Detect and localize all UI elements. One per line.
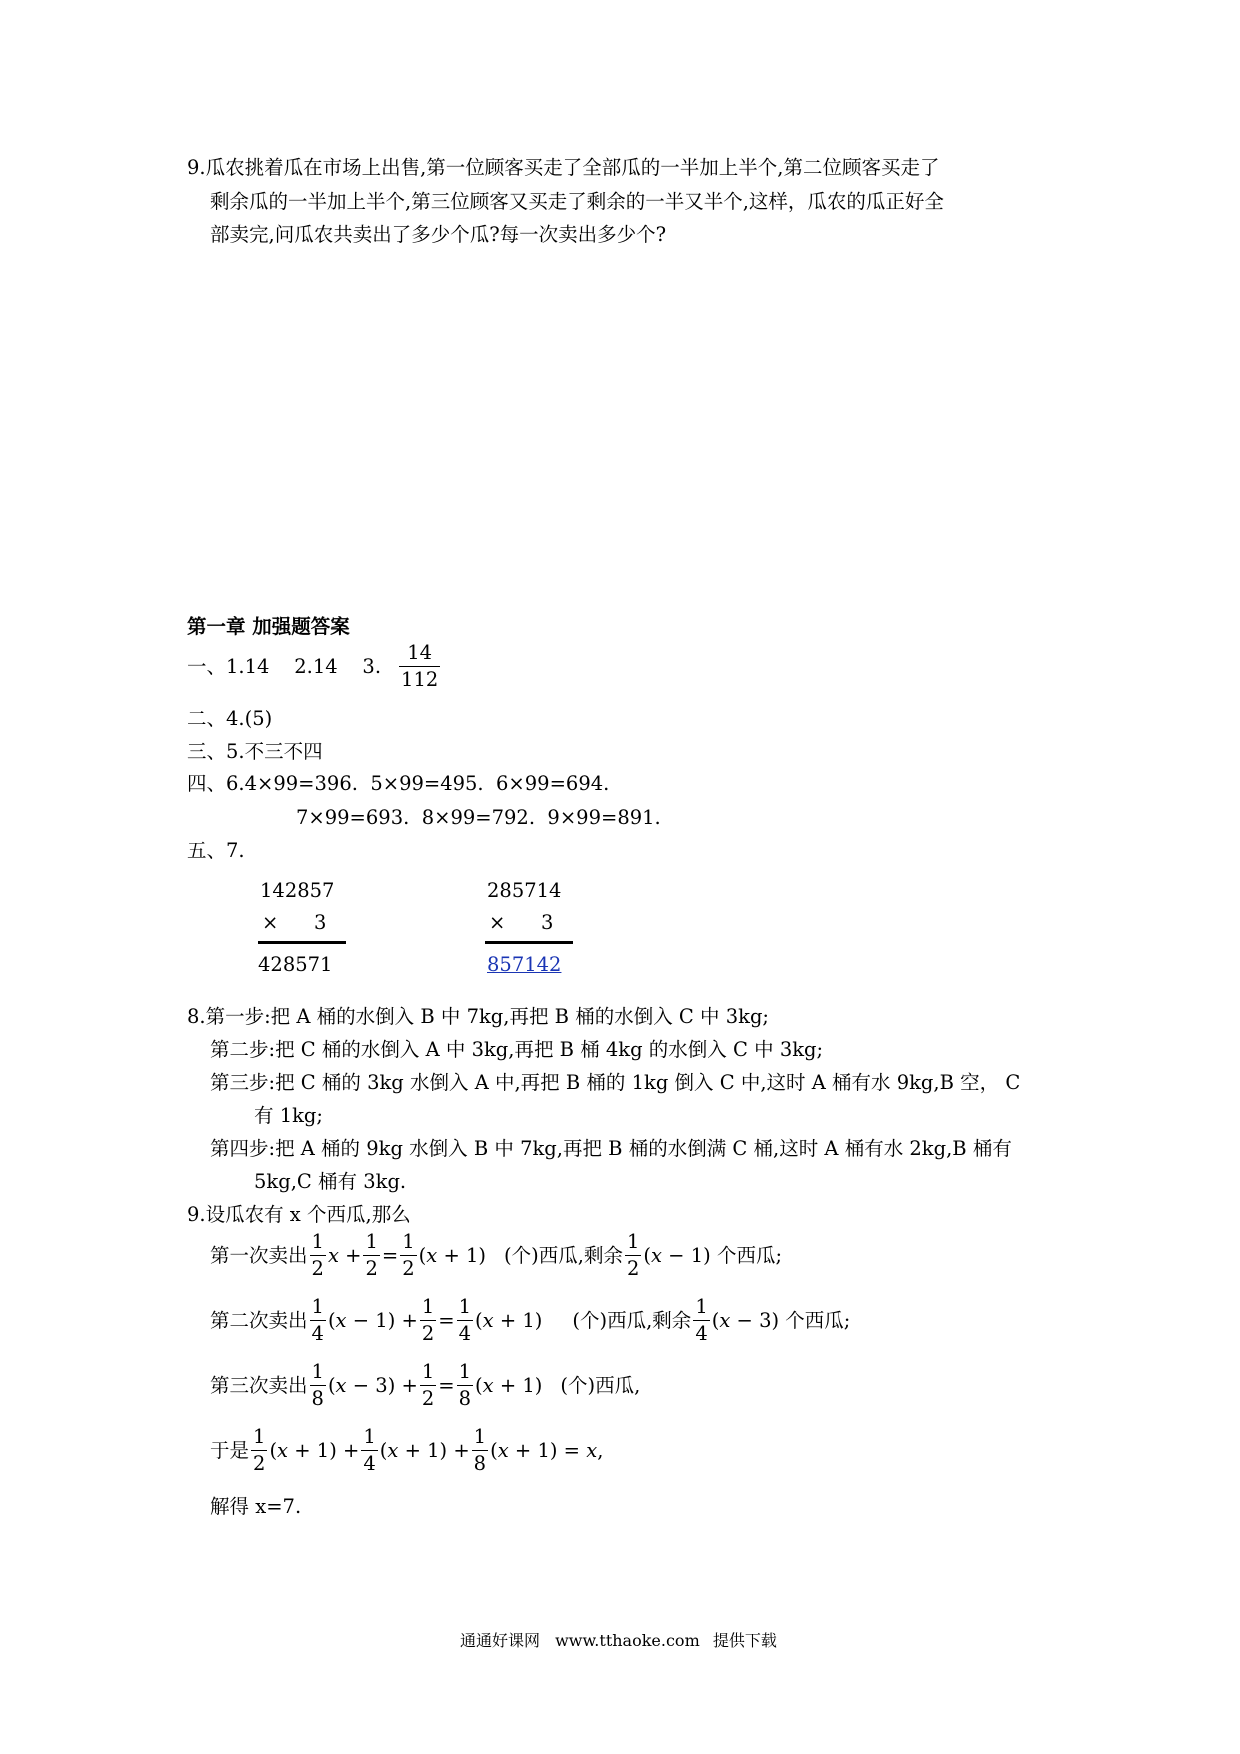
footer-suffix: 提供下载 bbox=[712, 1631, 777, 1650]
mult1-operator: × bbox=[262, 911, 279, 934]
answer-section-4-line-1: 四、6.4×99=396. 5×99=495. 6×99=694. bbox=[187, 772, 610, 795]
q9-third-end: (个)西瓜, bbox=[560, 1374, 641, 1398]
mult1-top: 142857 bbox=[260, 879, 335, 902]
frac-1-4: $\frac{1}{4}$ bbox=[311, 1295, 324, 1346]
mult2-result-link[interactable]: 857142 bbox=[487, 953, 562, 976]
q8-step-4: 第四步:把 A 桶的 9kg 水倒入 B 中 7kg,再把 B 桶的水倒满 C 桶,这时 A 桶有水 2kg,B 桶有 bbox=[210, 1137, 1012, 1160]
q8-step-3-cont: 有 1kg; bbox=[254, 1104, 323, 1127]
frac-1-2: $\frac{1}{2}$ bbox=[421, 1360, 435, 1411]
q8-step-1: 8.第一步:把 A 桶的水倒入 B 中 7kg,再把 B 桶的水倒入 C 中 3kg; bbox=[187, 1005, 770, 1028]
q9-intro: 9.设瓜农有 x 个西瓜,那么 bbox=[187, 1203, 411, 1226]
frac-1-4: $\frac{1}{4}$ bbox=[458, 1295, 472, 1346]
q9-third-label: 第三次卖出 bbox=[210, 1374, 308, 1398]
fraction-numerator: 14 bbox=[399, 643, 440, 667]
answer-section-2: 二、4.(5) bbox=[187, 707, 273, 730]
frac-1-8: $\frac{1}{8}$ bbox=[458, 1360, 472, 1411]
answer-section-3: 三、5.不三不四 bbox=[187, 740, 323, 763]
answer-section-1 bbox=[187, 643, 442, 691]
question-line-3: 部卖完,问瓜农共卖出了多少个瓜?每一次卖出多少个? bbox=[210, 223, 667, 246]
frac-1-2: $\frac{1}{2}$ bbox=[421, 1295, 435, 1346]
q8-step-2: 第二步:把 C 桶的水倒入 A 中 3kg,再把 B 桶 4kg 的水倒入 C 中 3kg; bbox=[210, 1038, 824, 1061]
answer-section-1-text: 一、1.14 2.14 3. bbox=[187, 655, 382, 679]
mult2-operator: × bbox=[489, 911, 506, 934]
q9-first-sale: 第一次卖出 $\frac{1}{2}$ x + $\frac{1}{2}$ = $\frac{1}{2}$ (x + 1) (个)西瓜,剩余 $\frac{1}{2}$ (x − 1) 个西瓜; bbox=[210, 1230, 783, 1281]
q9-first-mid: (个)西瓜,剩余 bbox=[504, 1244, 623, 1268]
mult1-multiplier: 3 bbox=[314, 911, 327, 934]
footer-site-name: 通通好课网 bbox=[460, 1631, 541, 1650]
frac-1-2: $\frac{1}{2}$ bbox=[626, 1230, 640, 1281]
mult1-rule bbox=[258, 941, 346, 944]
frac-1-4: $\frac{1}{4}$ bbox=[695, 1295, 708, 1346]
answer-section-4-line-2: 7×99=693. 8×99=792. 9×99=891. bbox=[296, 806, 661, 829]
q9-so-label: 于是 bbox=[210, 1439, 250, 1463]
q8-step-3: 第三步:把 C 桶的 3kg 水倒入 A 中,再把 B 桶的 1kg 倒入 C 中,这时 A 桶有水 9kg,B 空， C bbox=[210, 1071, 1021, 1094]
mult2-top: 285714 bbox=[487, 879, 562, 902]
q8-step-4-cont: 5kg,C 桶有 3kg. bbox=[254, 1170, 407, 1193]
footer-url[interactable]: www.tthaoke.com bbox=[555, 1631, 700, 1650]
fraction-denominator: 112 bbox=[401, 668, 439, 692]
mult2-multiplier: 3 bbox=[541, 911, 554, 934]
mult2-rule bbox=[485, 941, 573, 944]
question-line-2: 剩余瓜的一半加上半个,第三位顾客又买走了剩余的一半又半个,这样，瓜农的瓜正好全 bbox=[210, 190, 944, 213]
frac-1-2: $\frac{1}{2}$ bbox=[365, 1230, 378, 1281]
q9-second-label: 第二次卖出 bbox=[210, 1309, 308, 1333]
q9-equation: 于是 $\frac{1}{2}$ (x + 1) + $\frac{1}{4}$ (x + 1) + $\frac{1}{8}$ (x + 1) = x, bbox=[210, 1425, 604, 1476]
q9-second-sale: 第二次卖出 $\frac{1}{4}$ (x − 1) + $\frac{1}{2}$ = $\frac{1}{4}$ (x + 1) (个)西瓜,剩余 $\frac{1}{4}$ (x − 3) 个西瓜; bbox=[210, 1295, 851, 1346]
frac-1-4: $\frac{1}{4}$ bbox=[363, 1425, 376, 1476]
answer-section-5: 五、7. bbox=[187, 839, 245, 862]
frac-1-8: $\frac{1}{8}$ bbox=[473, 1425, 487, 1476]
q9-first-label: 第一次卖出 bbox=[210, 1244, 308, 1268]
q9-second-end: 个西瓜; bbox=[785, 1309, 851, 1333]
q9-first-end: 个西瓜; bbox=[716, 1244, 783, 1268]
frac-1-2: $\frac{1}{2}$ bbox=[253, 1425, 266, 1476]
answers-heading: 第一章 加强题答案 bbox=[187, 615, 350, 638]
frac-1-2: $\frac{1}{2}$ bbox=[311, 1230, 324, 1281]
q9-third-sale: 第三次卖出 $\frac{1}{8}$ (x − 3) + $\frac{1}{2}$ = $\frac{1}{8}$ (x + 1) (个)西瓜, bbox=[210, 1360, 641, 1411]
footer bbox=[460, 1633, 777, 1649]
fraction-14-112 bbox=[399, 643, 440, 691]
question-line-1: 9.瓜农挑着瓜在市场上出售,第一位顾客买走了全部瓜的一半加上半个,第二位顾客买走了 bbox=[187, 156, 940, 179]
q9-solution: 解得 x=7. bbox=[210, 1495, 302, 1518]
frac-1-8: $\frac{1}{8}$ bbox=[311, 1360, 324, 1411]
frac-1-2: $\frac{1}{2}$ bbox=[402, 1230, 415, 1281]
q9-second-mid: (个)西瓜,剩余 bbox=[572, 1309, 692, 1333]
mult1-result: 428571 bbox=[258, 953, 333, 976]
